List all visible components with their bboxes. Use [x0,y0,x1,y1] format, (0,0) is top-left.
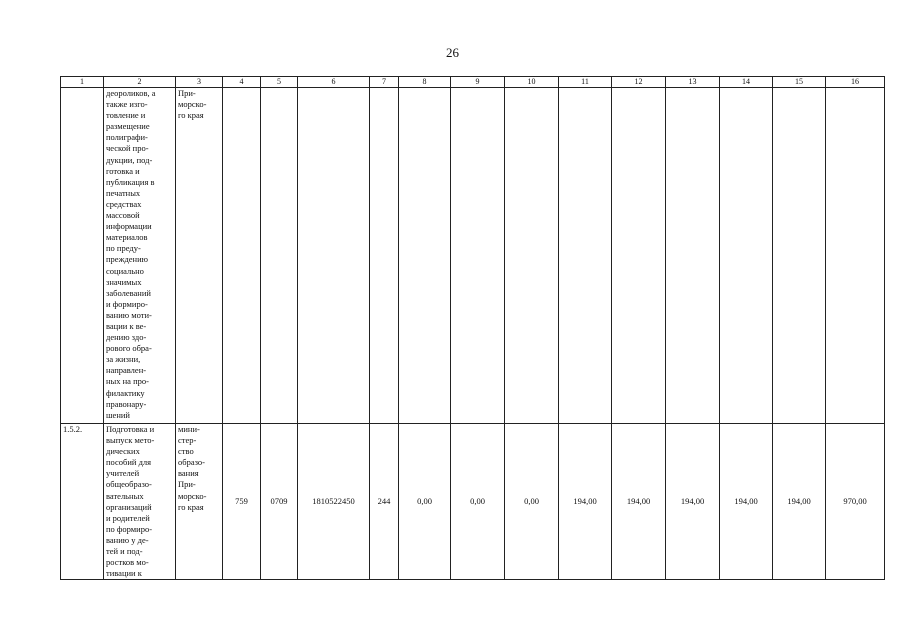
column-number-row [61,77,885,88]
column-header: 11 [559,77,612,88]
page-number: 26 [446,45,459,60]
column-header: 1 [61,77,104,88]
cell-c15: 194,00 [773,424,826,580]
column-header: 15 [773,77,826,88]
column-header: 8 [399,77,451,88]
cell-c16: 970,00 [826,424,885,580]
cell-c7 [370,88,399,424]
cell-c16 [826,88,885,424]
row-number [61,88,104,424]
cell-c12 [612,88,666,424]
measure-name: деороликов, а также изго- товление и размещение полиграфи- ческой про- дукции, под- готовка и публикация в печатных средствах массовой информации материалов по преду- преждению социально значимых заболеваний и формиро- ванию моти- вации к ве- дению здо- рового обра- за жизни, направлен- ных на про- филактику правонару- шений [104,88,176,424]
executor: При- морско- го края [176,88,223,424]
table-row [61,88,885,424]
column-header: 4 [223,77,261,88]
column-header: 2 [104,77,176,88]
budget-table [60,76,885,580]
cell-c4 [223,88,261,424]
cell-c5: 0709 [261,424,298,580]
column-header: 12 [612,77,666,88]
cell-c11: 194,00 [559,424,612,580]
cell-c7: 244 [370,424,399,580]
column-header: 16 [826,77,885,88]
cell-c12: 194,00 [612,424,666,580]
cell-c8 [399,88,451,424]
row-number: 1.5.2. [61,424,104,580]
cell-c15 [773,88,826,424]
measure-name: Подготовка и выпуск мето- дических пособий для учителей общеобразо- вательных организаций и родителей по формиро- ванию у де- тей и под- ростков мо- тивации к [104,424,176,580]
table-row [61,424,885,580]
cell-c11 [559,88,612,424]
cell-c10: 0,00 [505,424,559,580]
cell-c6 [298,88,370,424]
cell-c14 [720,88,773,424]
cell-c13: 194,00 [666,424,720,580]
cell-c6: 1810522450 [298,424,370,580]
column-header: 13 [666,77,720,88]
cell-c14: 194,00 [720,424,773,580]
column-header: 14 [720,77,773,88]
column-header: 9 [451,77,505,88]
column-header: 7 [370,77,399,88]
cell-c13 [666,88,720,424]
cell-c10 [505,88,559,424]
cell-c4: 759 [223,424,261,580]
column-header: 6 [298,77,370,88]
cell-c9 [451,88,505,424]
column-header: 3 [176,77,223,88]
column-header: 5 [261,77,298,88]
cell-c9: 0,00 [451,424,505,580]
executor: мини- стер- ство образо- вания При- морско- го края [176,424,223,580]
column-header: 10 [505,77,559,88]
cell-c8: 0,00 [399,424,451,580]
cell-c5 [261,88,298,424]
